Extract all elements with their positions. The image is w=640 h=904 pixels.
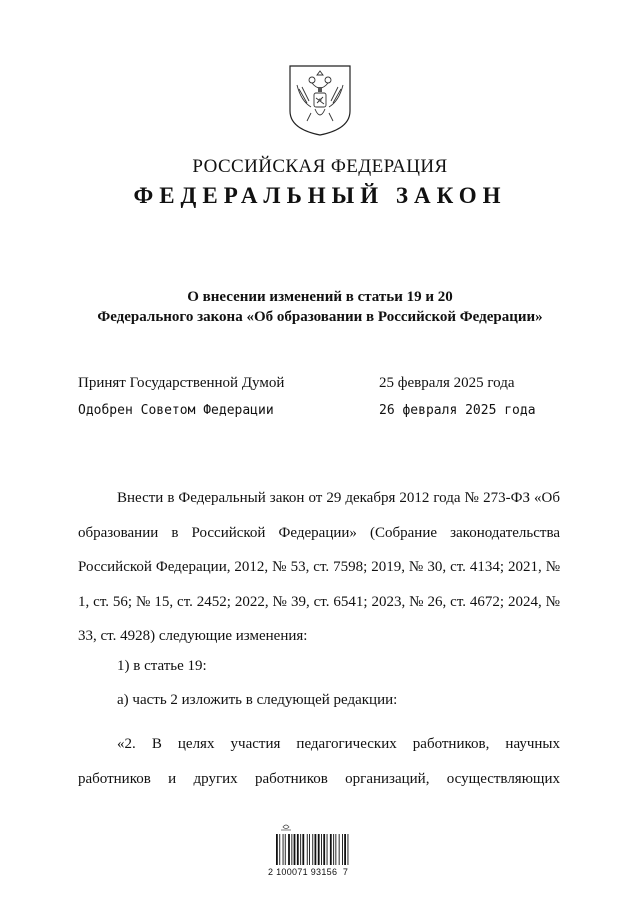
body-item-1: 1) в статье 19:: [117, 658, 207, 674]
law-title: [0, 287, 640, 327]
body-item-1a: а) часть 2 изложить в следующей редакции:: [117, 692, 398, 708]
coat-of-arms-emblem-icon: [287, 63, 353, 137]
country-name: РОССИЙСКАЯ ФЕДЕРАЦИЯ: [192, 156, 448, 177]
quote-line-2: работников и других работников организаций, осуществляющих: [78, 771, 560, 787]
law-title-line-1: О внесении изменений в статьи 19 и 20: [187, 289, 453, 305]
adoption-label: Одобрен Советом Федерации: [78, 403, 274, 418]
law-title-line-2: Федерального закона «Об образовании в Российской Федерации»: [97, 309, 543, 325]
adoption-date: 26 февраля 2025 года: [379, 403, 536, 418]
adoption-date: 25 февраля 2025 года: [379, 375, 515, 391]
quote-line-1: «2. В целях участия педагогических работников, научных: [117, 736, 560, 752]
law-type-heading: ФЕДЕРАЛЬНЫЙ ЗАКОН: [133, 183, 507, 208]
body-paragraph-1: Внести в Федеральный закон от 29 декабря 2012 года № 273-ФЗ «Об образовании в Российской Федерации» (Собрание законодательства Российской Федерации, 2012, № 53, ст. 7598; 2019, № 30, ст. 4134; 2021, № 1, ст. 56; № 15, ст. 2452; 2022, № 39, ст. 6541; 2023, № 26, ст. 4672; 2024, № 33, ст. 4928) следующие изменения:: [78, 490, 560, 644]
barcode-number: 2 100071 93156 7: [268, 867, 349, 877]
adoption-label: Принят Государственной Думой: [78, 375, 285, 391]
